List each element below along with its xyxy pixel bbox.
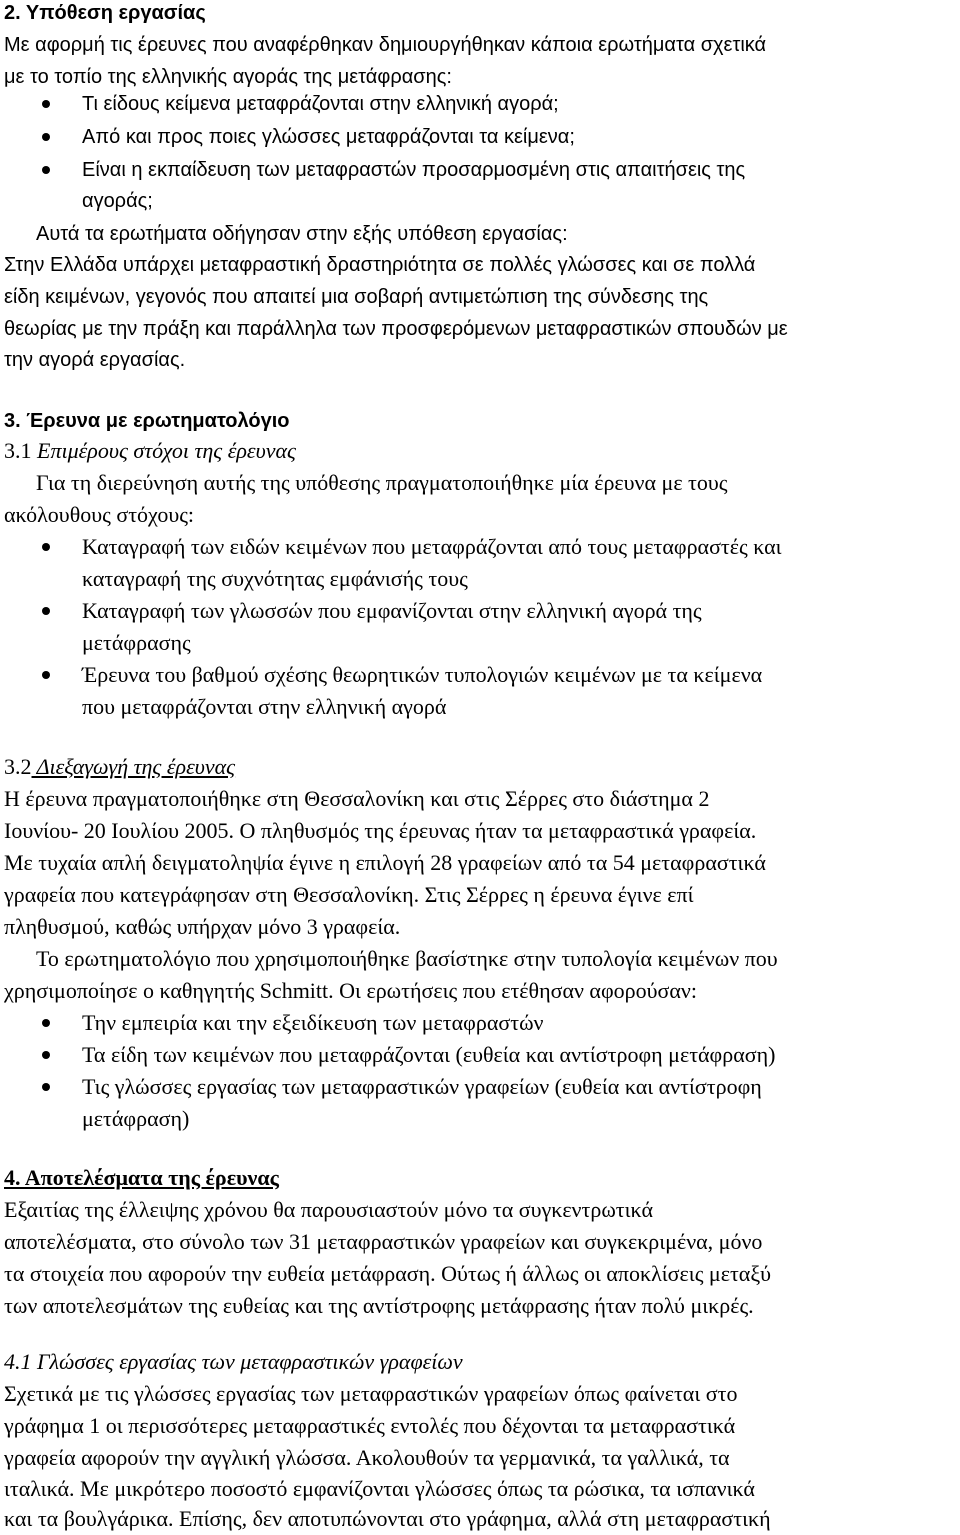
paragraph-line: Εξαιτίας της έλλειψης χρόνου θα παρουσιαστούν μόνο τα συγκεντρωτικά <box>4 1197 653 1222</box>
bullet-dot <box>42 1019 50 1027</box>
list-item: Την εμπειρία και την εξειδίκευση των μεταφραστών <box>82 1010 544 1035</box>
paragraph-line: Ιουνίου- 20 Ιουλίου 2005. Ο πληθυσμός της έρευνας ήταν τα μεταφραστικά γραφεία. <box>4 818 757 843</box>
list-item-continuation: που μεταφράζονται στην ελληνική αγορά <box>82 694 447 719</box>
paragraph-line: με το τοπίο της ελληνικής αγοράς της μετάφρασης: <box>4 66 452 88</box>
subsection-title: Διεξαγωγή της έρευνας <box>31 754 236 779</box>
list-item: Καταγραφή των γλωσσών που εμφανίζονται στην ελληνική αγορά της <box>82 598 702 623</box>
paragraph-line: ιταλικά. Με μικρότερο ποσοστό εμφανίζονται γλώσσες όπως τα ρώσικα, τα ισπανικά <box>4 1476 755 1501</box>
section-heading: 2. Υπόθεση εργασίας <box>4 2 206 24</box>
paragraph-line: γραφεία που κατεγράφησαν στη Θεσσαλονίκη. Στις Σέρρες η έρευνα έγινε επί <box>4 882 694 907</box>
paragraph-line: χρησιμοποίησε ο καθηγητής Schmitt. Οι ερωτήσεις που ετέθησαν αφορούσαν: <box>4 978 697 1003</box>
list-item: Τα είδη των κειμένων που μεταφράζονται (ευθεία και αντίστροφη μετάφραση) <box>82 1042 776 1067</box>
list-item-continuation: αγοράς; <box>82 190 153 212</box>
paragraph-line: Στην Ελλάδα υπάρχει μεταφραστική δραστηριότητα σε πολλές γλώσσες και σε πολλά <box>4 254 756 276</box>
paragraph-line: Η έρευνα πραγματοποιήθηκε στη Θεσσαλονίκη και στις Σέρρες στο διάστημα 2 <box>4 786 710 811</box>
bullet-dot <box>42 100 50 108</box>
list-item: Είναι η εκπαίδευση των μεταφραστών προσαρμοσμένη στις απαιτήσεις της <box>82 159 746 181</box>
list-item-continuation: καταγραφή της συχνότητας εμφάνισής τους <box>82 566 468 591</box>
bullet-dot <box>42 1051 50 1059</box>
paragraph-line: Για τη διερεύνηση αυτής της υπόθεσης πραγματοποιήθηκε μία έρευνα με τους <box>36 470 728 495</box>
subsection-heading: 4.1 Γλώσσες εργασίας των μεταφραστικών γραφείων <box>4 1349 463 1374</box>
paragraph-line: και τα βουλγάρικα. Επίσης, δεν αποτυπώνονται στο γράφημα, αλλά στη μεταφραστική <box>4 1506 771 1531</box>
list-item: Από και προς ποιες γλώσσες μεταφράζονται τα κείμενα; <box>82 126 575 148</box>
paragraph-line: την αγορά εργασίας. <box>4 349 186 371</box>
paragraph-line: γράφημα 1 οι περισσότερες μεταφραστικές εντολές που δέχονται τα μεταφραστικά <box>4 1413 736 1438</box>
list-item: Τις γλώσσες εργασίας των μεταφραστικών γραφείων (ευθεία και αντίστροφη <box>82 1074 762 1099</box>
bullet-dot <box>42 1083 50 1091</box>
bullet-dot <box>42 166 50 174</box>
bullet-dot <box>42 607 50 615</box>
section-heading: 3. Έρευνα με ερωτηματολόγιο <box>4 410 290 432</box>
section-heading-text: 4. Αποτελέσματα της έρευνας <box>4 1165 279 1190</box>
paragraph-line: Με αφορμή τις έρευνες που αναφέρθηκαν δημιουργήθηκαν κάποια ερωτήματα σχετικά <box>4 34 767 56</box>
paragraph-line: ακόλουθους στόχους: <box>4 502 195 527</box>
subsection-heading <box>4 435 296 467</box>
list-item: Έρευνα του βαθμού σχέσης θεωρητικών τυπολογιών κειμένων με τα κείμενα <box>82 662 763 687</box>
paragraph-line: αποτελέσματα, στο σύνολο των 31 μεταφραστικών γραφείων και συγκεκριμένα, μόνο <box>4 1229 763 1254</box>
paragraph-line: Το ερωτηματολόγιο που χρησιμοποιήθηκε βασίστηκε στην τυπολογία κειμένων που <box>36 946 778 971</box>
paragraph-line: των αποτελεσμάτων της ευθείας και της αντίστροφης μετάφρασης ήταν πολύ μικρές. <box>4 1293 754 1318</box>
bullet-dot <box>42 671 50 679</box>
list-item-continuation: μετάφραση) <box>82 1106 190 1131</box>
subsection-heading <box>4 751 235 783</box>
paragraph-line: τα στοιχεία που αφορούν την ευθεία μετάφραση. Ούτως ή άλλως οι αποκλίσεις μεταξύ <box>4 1261 772 1286</box>
paragraph-line: Σχετικά με τις γλώσσες εργασίας των μεταφραστικών γραφείων όπως φαίνεται στο <box>4 1381 738 1406</box>
bullet-dot <box>42 133 50 141</box>
paragraph-line: γραφεία αφορούν την αγγλική γλώσσα. Ακολουθούν τα γερμανικά, τα γαλλικά, τα <box>4 1445 730 1470</box>
paragraph-line: θεωρίας με την πράξη και παράλληλα των προσφερόμενων μεταφραστικών σπουδών με <box>4 318 788 340</box>
subsection-title: Επιμέρους στόχοι της έρευνας <box>31 438 296 463</box>
paragraph-line: πληθυσμού, καθώς υπήρχαν μόνο 3 γραφεία. <box>4 914 401 939</box>
paragraph-line: Με τυχαία απλή δειγματοληψία έγινε η επιλογή 28 γραφείων από τα 54 μεταφραστικά <box>4 850 766 875</box>
subsection-number: 3.1 <box>4 438 32 463</box>
bullet-dot <box>42 543 50 551</box>
list-item-continuation: μετάφρασης <box>82 630 191 655</box>
list-item: Καταγραφή των ειδών κειμένων που μεταφράζονται από τους μεταφραστές και <box>82 534 782 559</box>
subsection-number: 3.2 <box>4 754 32 779</box>
list-item: Τι είδους κείμενα μεταφράζονται στην ελληνική αγορά; <box>82 93 559 115</box>
lead-sentence: Αυτά τα ερωτήματα οδήγησαν στην εξής υπόθεση εργασίας: <box>36 223 568 245</box>
section-heading <box>4 1162 279 1194</box>
paragraph-line: είδη κειμένων, γεγονός που απαιτεί μια σοβαρή αντιμετώπιση της σύνδεσης της <box>4 286 709 308</box>
